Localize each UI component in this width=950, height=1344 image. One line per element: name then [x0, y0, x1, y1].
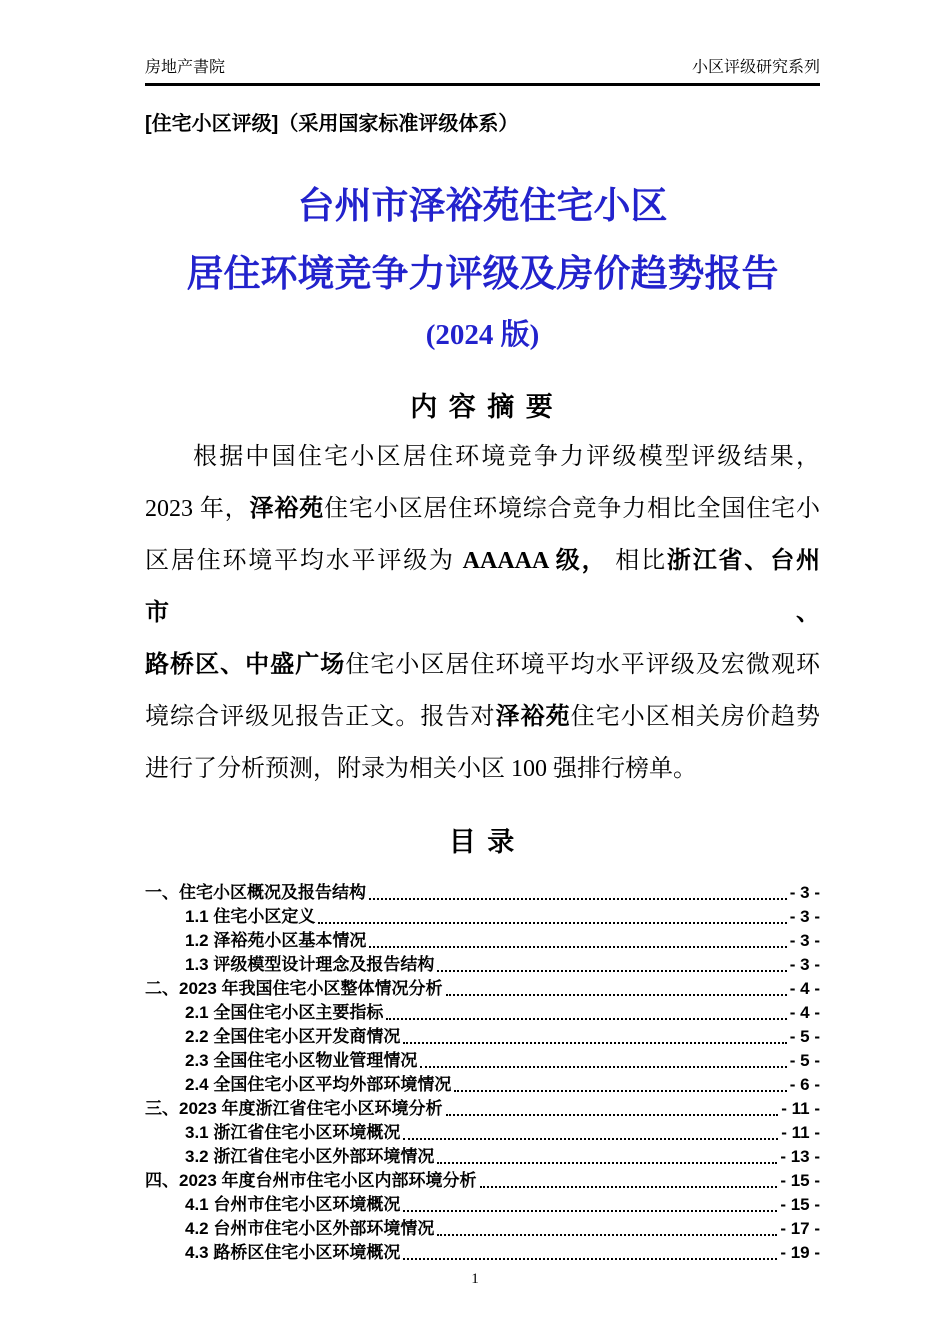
toc-entry [145, 1169, 820, 1193]
header-left-text: 房地产書院 [145, 59, 226, 76]
toc-leader-dots [480, 1186, 778, 1188]
toc-entry-label: 2.3 全国住宅小区物业管理情况 [185, 1050, 418, 1070]
toc-entry-page: - 15 - [780, 1194, 820, 1214]
abstract-heading: 内 容 摘 要 [410, 392, 555, 423]
toc-leader-dots [386, 1018, 786, 1020]
toc-entry-label: 4.2 台州市住宅小区外部环境情况 [185, 1218, 435, 1238]
toc-entry [145, 1025, 820, 1049]
abstract-text: 相比 [607, 548, 667, 575]
toc-leader-dots [369, 898, 787, 900]
toc-leader-dots [403, 1138, 778, 1140]
abstract-text: 根据中国住宅小区居住环境竞争力评级模型评级结果， [193, 444, 820, 471]
toc-entry [145, 1217, 820, 1241]
toc-leader-dots [369, 946, 786, 948]
toc-entry-page: - 3 - [789, 930, 820, 950]
toc-entry [145, 977, 820, 1001]
toc-entry [145, 881, 820, 905]
toc-entry [145, 1073, 820, 1097]
toc-leader-dots [420, 1066, 786, 1068]
toc-entry-page: - 3 - [789, 906, 820, 926]
toc-entry-label: 4.1 台州市住宅小区环境概况 [185, 1194, 401, 1214]
abstract-text: 境综合评级见报告正文。报告对 [145, 704, 496, 731]
header-right-text: 小区评级研究系列 [691, 59, 820, 76]
page-number: 1 [471, 1271, 479, 1287]
toc-leader-dots [437, 970, 786, 972]
table-of-contents [145, 881, 820, 1265]
toc-entry-label: 2.4 全国住宅小区平均外部环境情况 [185, 1074, 452, 1094]
toc-leader-dots [403, 1258, 777, 1260]
abstract-line [145, 483, 820, 535]
toc-entry-label: 4.3 路桥区住宅小区环境概况 [185, 1242, 401, 1262]
toc-entry [145, 929, 820, 953]
abstract-bold-text: 浙江省、台州市、 [145, 548, 821, 627]
toc-leader-dots [446, 1114, 779, 1116]
abstract-text: 区居住环境平均水平评级为 [145, 548, 463, 575]
toc-entry-page: - 19 - [780, 1242, 820, 1262]
toc-entry [145, 1145, 820, 1169]
abstract-line [145, 639, 820, 691]
toc-entry-label: 1.2 泽裕苑小区基本情况 [185, 930, 367, 950]
toc-entry-label: 一、住宅小区概况及报告结构 [145, 882, 366, 902]
toc-leader-dots [403, 1042, 786, 1044]
abstract-bold-text: 泽裕苑 [249, 496, 325, 523]
abstract-paragraph [145, 431, 820, 795]
toc-leader-dots [403, 1210, 777, 1212]
abstract-line [145, 535, 820, 639]
toc-entry-page: - 13 - [780, 1146, 820, 1166]
toc-entry-label: 三、2023 年度浙江省住宅小区环境分析 [145, 1098, 443, 1118]
toc-entry [145, 1241, 820, 1265]
toc-leader-dots [318, 922, 786, 924]
abstract-bold-text: 路桥区、中盛广场 [145, 652, 346, 679]
toc-entry-label: 3.1 浙江省住宅小区环境概况 [185, 1122, 401, 1142]
toc-entry-page: - 11 - [781, 1098, 820, 1118]
toc-entry-label: 1.1 住宅小区定义 [185, 906, 316, 926]
report-title-edition: (2024 版) [425, 319, 540, 352]
report-title-line1: 台州市泽裕苑住宅小区 [297, 186, 668, 227]
abstract-bold-text: AAAAA 级， [462, 548, 608, 575]
toc-entry-page: - 4 - [789, 978, 820, 998]
page-header [145, 58, 820, 86]
toc-entry-page: - 3 - [789, 954, 820, 974]
toc-entry [145, 953, 820, 977]
abstract-text: 住宅小区相关房价趋势 [570, 704, 821, 731]
toc-entry-page: - 5 - [789, 1026, 820, 1046]
report-category-tag: [住宅小区评级]（采用国家标准评级体系） [145, 113, 519, 135]
toc-entry-label: 2.1 全国住宅小区主要指标 [185, 1002, 384, 1022]
toc-entry-page: - 17 - [780, 1218, 820, 1238]
toc-entry-page: - 15 - [780, 1170, 820, 1190]
abstract-text: 住宅小区居住环境综合竞争力相比全国住宅小 [324, 496, 821, 523]
report-title-line2: 居住环境竞争力评级及房价趋势报告 [186, 253, 779, 295]
toc-entry [145, 1121, 820, 1145]
toc-entry-page: - 6 - [789, 1074, 820, 1094]
toc-entry-page: - 5 - [789, 1050, 820, 1070]
toc-entry-label: 3.2 浙江省住宅小区外部环境情况 [185, 1146, 435, 1166]
toc-entry-label: 2.2 全国住宅小区开发商情况 [185, 1026, 401, 1046]
toc-entry-page: - 11 - [781, 1122, 820, 1142]
title-block [145, 186, 820, 352]
toc-heading: 目 录 [448, 827, 517, 858]
abstract-line [145, 743, 820, 795]
toc-leader-dots [454, 1090, 786, 1092]
toc-leader-dots [437, 1234, 777, 1236]
toc-entry-page: - 4 - [789, 1002, 820, 1022]
abstract-text: 进行了分析预测，附录为相关小区 100 强排行榜单。 [145, 756, 697, 783]
toc-entry-label: 1.3 评级模型设计理念及报告结构 [185, 954, 435, 974]
toc-entry [145, 905, 820, 929]
abstract-line [145, 431, 820, 483]
toc-entry [145, 1193, 820, 1217]
abstract-line [145, 691, 820, 743]
toc-leader-dots [446, 994, 787, 996]
toc-entry-label: 二、2023 年我国住宅小区整体情况分析 [145, 978, 443, 998]
abstract-text: 住宅小区居住环境平均水平评级及宏微观环 [345, 652, 821, 679]
toc-entry [145, 1049, 820, 1073]
toc-leader-dots [437, 1162, 777, 1164]
abstract-bold-text: 泽裕苑 [495, 704, 571, 731]
toc-entry [145, 1001, 820, 1025]
toc-entry [145, 1097, 820, 1121]
toc-entry-page: - 3 - [789, 882, 820, 902]
toc-entry-label: 四、2023 年度台州市住宅小区内部环境分析 [145, 1170, 477, 1190]
abstract-text: 2023 年， [145, 496, 250, 523]
